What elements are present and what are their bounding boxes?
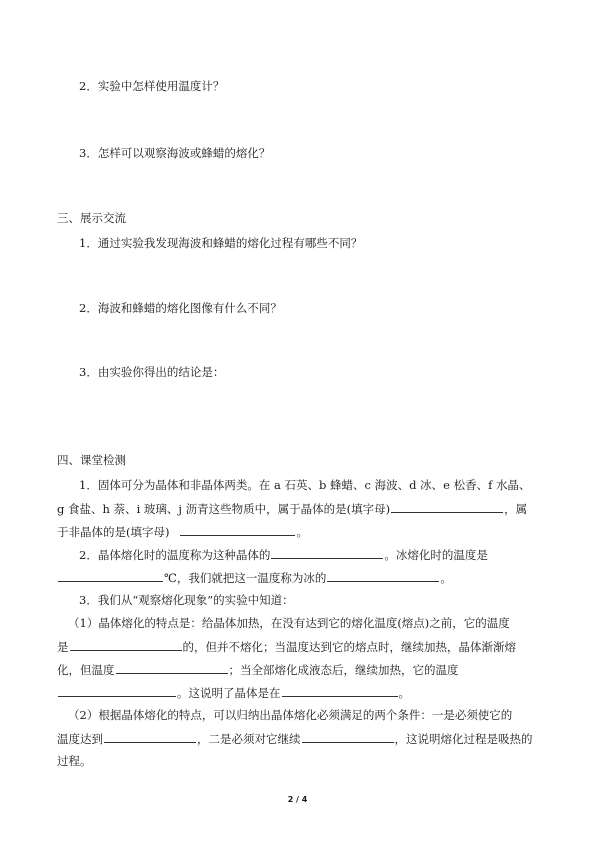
problem-3-part-2-line-2 — [57, 730, 533, 747]
section-3-heading: 三、展示交流 — [57, 211, 126, 225]
section-4-heading: 四、课堂检测 — [57, 453, 126, 467]
problem-1-line-1: 1．固体可分为晶体和非晶体两类。在 a 石英、b 蜂蜡、c 海波、d 冰、e 松香、f 水晶、 — [79, 478, 531, 492]
melting-condition-blank[interactable] — [282, 684, 398, 697]
problem-2-line-2 — [57, 569, 452, 586]
temperature-before-blank[interactable] — [70, 638, 182, 651]
non-crystal-answer-blank[interactable] — [180, 523, 295, 536]
problem-3-text: 化，但温度 — [57, 663, 115, 677]
problem-3-text: 。这说明了晶体是在 — [177, 686, 281, 700]
problem-3-part-2-line-3: 过程。 — [57, 754, 92, 768]
problem-2-text: 。冰熔化时的温度是 — [384, 548, 488, 562]
section-3-question-1: 1．通过实验我发现海波和蜂蜡的熔化过程有哪些不同？ — [79, 236, 363, 250]
continue-action-blank[interactable] — [302, 730, 394, 743]
problem-1-line-3 — [57, 523, 308, 540]
section-3-question-3: 3．由实验你得出的结论是： — [79, 365, 225, 379]
question-3-observe-melting: 3．怎样可以观察海波或蜂蜡的熔化？ — [79, 146, 271, 160]
problem-3-text: ，这说明熔化过程是吸热的 — [394, 732, 533, 746]
problem-2-text: 2．晶体熔化时的温度称为这种晶体的 — [79, 548, 271, 562]
problem-3-part-1-line-4 — [57, 684, 410, 701]
problem-3-part-2-line-1: （2）根据晶体熔化的特点，可以归纳出晶体熔化必须满足的两个条件：一是必须使它的 — [68, 708, 513, 722]
problem-3-text: 的，但并不熔化；当温度达到它的熔点时，继续加热，晶体渐渐熔 — [182, 640, 516, 654]
problem-3-text: ；当全部熔化成液态后，继续加热，它的温度 — [228, 663, 459, 677]
problem-1-line-2 — [57, 500, 527, 517]
ice-temperature-blank[interactable] — [58, 569, 163, 582]
problem-3-text: 温度达到 — [57, 732, 103, 746]
problem-3-text: 。 — [398, 686, 410, 700]
reach-temperature-blank[interactable] — [104, 730, 196, 743]
problem-3-part-1-line-3 — [57, 661, 459, 678]
question-2-thermometer: 2．实验中怎样使用温度计？ — [79, 79, 225, 93]
problem-3-text: 是 — [57, 640, 69, 654]
ice-term-blank[interactable] — [327, 569, 439, 582]
temperature-after-blank[interactable] — [58, 684, 176, 697]
problem-1-text: 于非晶体的是(填字母) — [57, 525, 170, 539]
problem-1-text: ，属 — [504, 502, 528, 516]
problem-2-text: 。 — [440, 571, 452, 585]
problem-3-part-1-line-2 — [57, 638, 516, 655]
problem-2-line-1 — [79, 546, 488, 563]
problem-1-text: 。 — [296, 525, 308, 539]
problem-1-text: g 食盐、h 萘、i 玻璃、j 沥青这些物质中，属于晶体的是(填字母) — [57, 502, 391, 516]
crystal-answer-blank[interactable] — [391, 500, 503, 513]
problem-2-text: ℃，我们就把这一温度称为冰的 — [164, 571, 327, 585]
section-3-question-2: 2．海波和蜂蜡的熔化图像有什么不同？ — [79, 301, 282, 315]
temperature-during-blank[interactable] — [116, 661, 228, 674]
melting-point-term-blank[interactable] — [271, 546, 383, 559]
problem-3-part-1-line-1: （1）晶体熔化的特点是：给晶体加热，在没有达到它的熔化温度(熔点)之前，它的温度 — [68, 616, 510, 630]
page-number: 2 / 4 — [287, 795, 308, 804]
problem-3-line-1: 3．我们从“观察熔化现象”的实验中知道： — [79, 593, 294, 607]
problem-3-text: ，二是必须对它继续 — [197, 732, 301, 746]
